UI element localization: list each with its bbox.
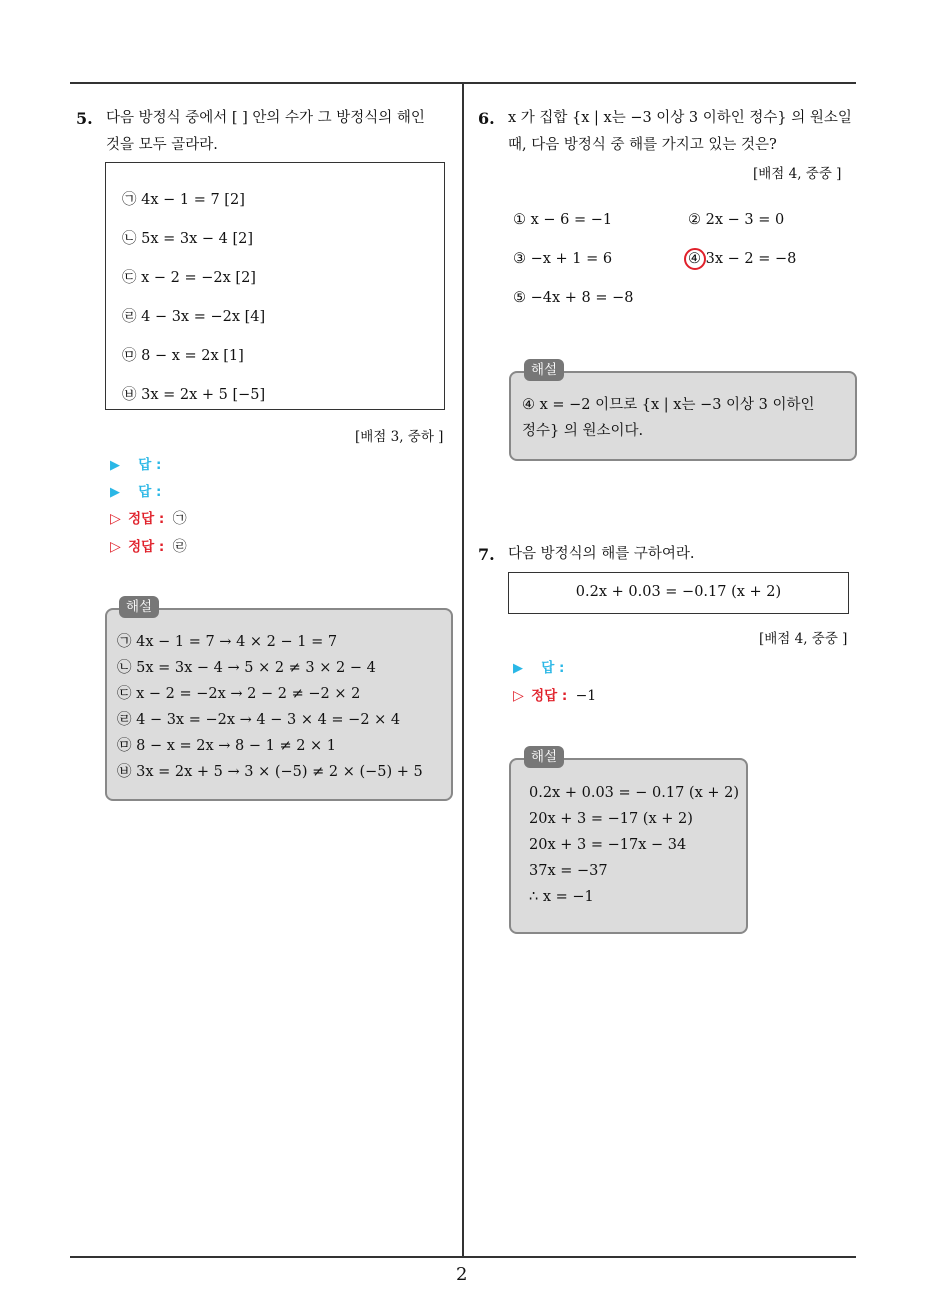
answer-label: 답 : — [138, 484, 162, 500]
question-6-number: 6. — [478, 109, 495, 128]
outline-triangle-icon: ▷ — [110, 511, 121, 527]
correct-label: 정답 : — [128, 539, 165, 555]
question-6-text-line2: 때, 다음 방정식 중 해를 가지고 있는 것은? — [508, 137, 777, 153]
correct-value: −1 — [575, 688, 597, 704]
question-6-solution-line-1: ④ x = −2 이므로 {x | x는 −3 이상 3 이하인 — [522, 397, 815, 413]
question-5-solution-tag: 해설 — [119, 596, 159, 618]
question-7-solution-line-2: 20x + 3 = −17 (x + 2) — [529, 811, 693, 827]
answer-label: 답 : — [541, 660, 565, 676]
question-6-solution-tag: 해설 — [524, 359, 564, 381]
question-6-option-2[interactable]: ② 2x − 3 = 0 — [688, 212, 785, 228]
question-5-score: [배점 3, 중하 ] — [355, 429, 444, 445]
question-7-score: [배점 4, 중중 ] — [759, 631, 848, 647]
question-7-text: 다음 방정식의 해를 구하여라. — [508, 546, 695, 562]
question-5-text — [106, 105, 425, 159]
question-7-correct-1 — [513, 684, 596, 704]
question-7-number: 7. — [478, 545, 495, 564]
question-5-correct-2 — [110, 535, 187, 556]
question-6-score: [배점 4, 중중 ] — [753, 166, 842, 182]
question-7-solution-line-5: ∴ x = −1 — [529, 889, 594, 905]
question-5-option-1: ㉠ 4x − 1 = 7 [2] — [122, 192, 245, 208]
bottom-rule — [70, 1256, 856, 1258]
question-6-option-5[interactable]: ⑤ −4x + 8 = −8 — [513, 290, 634, 306]
selected-answer-circle-icon — [684, 248, 706, 270]
question-5-text-line2: 것을 모두 골라라. — [106, 137, 218, 153]
question-5-option-4: ㉣ 4 − 3x = −2x [4] — [122, 309, 266, 325]
question-6-solution-box — [509, 371, 857, 461]
question-5-solution-line-2: ㉡ 5x = 3x − 4 → 5 × 2 ≠ 3 × 2 − 4 — [117, 660, 376, 676]
question-5-option-5: ㉤ 8 − x = 2x [1] — [122, 348, 244, 364]
question-6-option-3[interactable]: ③ −x + 1 = 6 — [513, 251, 613, 267]
question-6-text — [508, 105, 852, 159]
play-icon: ▶ — [110, 458, 120, 473]
question-5-solution-line-3: ㉢ x − 2 = −2x → 2 − 2 ≠ −2 × 2 — [117, 686, 361, 702]
question-6-option-4[interactable]: ④ 3x − 2 = −8 — [688, 251, 797, 267]
page-number: 2 — [456, 1264, 468, 1285]
correct-value: ㉠ — [172, 511, 187, 527]
question-5-solution-line-4: ㉣ 4 − 3x = −2x → 4 − 3 × 4 = −2 × 4 — [117, 712, 401, 728]
question-5-option-6: ㉥ 3x = 2x + 5 [−5] — [122, 387, 266, 403]
question-5-solution-line-6: ㉥ 3x = 2x + 5 → 3 × (−5) ≠ 2 × (−5) + 5 — [117, 764, 423, 780]
question-7-solution-line-1: 0.2x + 0.03 = − 0.17 (x + 2) — [529, 785, 739, 801]
question-6-solution-line-2: 정수} 의 원소이다. — [522, 423, 644, 439]
correct-label: 정답 : — [531, 688, 568, 704]
question-7-solution-line-3: 20x + 3 = −17x − 34 — [529, 837, 687, 853]
correct-value: ㉣ — [172, 539, 187, 555]
question-5-correct-1 — [110, 507, 187, 528]
question-6-text-line1: x 가 집합 {x | x는 −3 이상 3 이하인 정수} 의 원소일 — [508, 110, 852, 126]
question-5-answer-1[interactable] — [110, 453, 161, 473]
question-7-equation: 0.2x + 0.03 = −0.17 (x + 2) — [575, 584, 782, 600]
question-5-number: 5. — [76, 109, 93, 128]
correct-label: 정답 : — [128, 511, 165, 527]
play-icon: ▶ — [110, 485, 120, 500]
column-divider — [462, 82, 464, 1257]
question-5-option-3: ㉢ x − 2 = −2x [2] — [122, 270, 256, 286]
play-icon: ▶ — [513, 661, 523, 676]
question-5-solution-line-1: ㉠ 4x − 1 = 7 → 4 × 2 − 1 = 7 — [117, 634, 338, 650]
question-5-option-2: ㉡ 5x = 3x − 4 [2] — [122, 231, 254, 247]
question-7-solution-line-4: 37x = −37 — [529, 863, 608, 879]
question-5-solution-line-5: ㉤ 8 − x = 2x → 8 − 1 ≠ 2 × 1 — [117, 738, 337, 754]
question-6-option-1[interactable]: ① x − 6 = −1 — [513, 212, 613, 228]
question-7-answer-1[interactable] — [513, 656, 564, 676]
question-7-solution-tag: 해설 — [524, 746, 564, 768]
outline-triangle-icon: ▷ — [513, 688, 524, 704]
answer-label: 답 : — [138, 457, 162, 473]
question-5-answer-2[interactable] — [110, 480, 161, 500]
question-5-text-line1: 다음 방정식 중에서 [ ] 안의 수가 그 방정식의 해인 — [106, 110, 425, 126]
outline-triangle-icon: ▷ — [110, 539, 121, 555]
